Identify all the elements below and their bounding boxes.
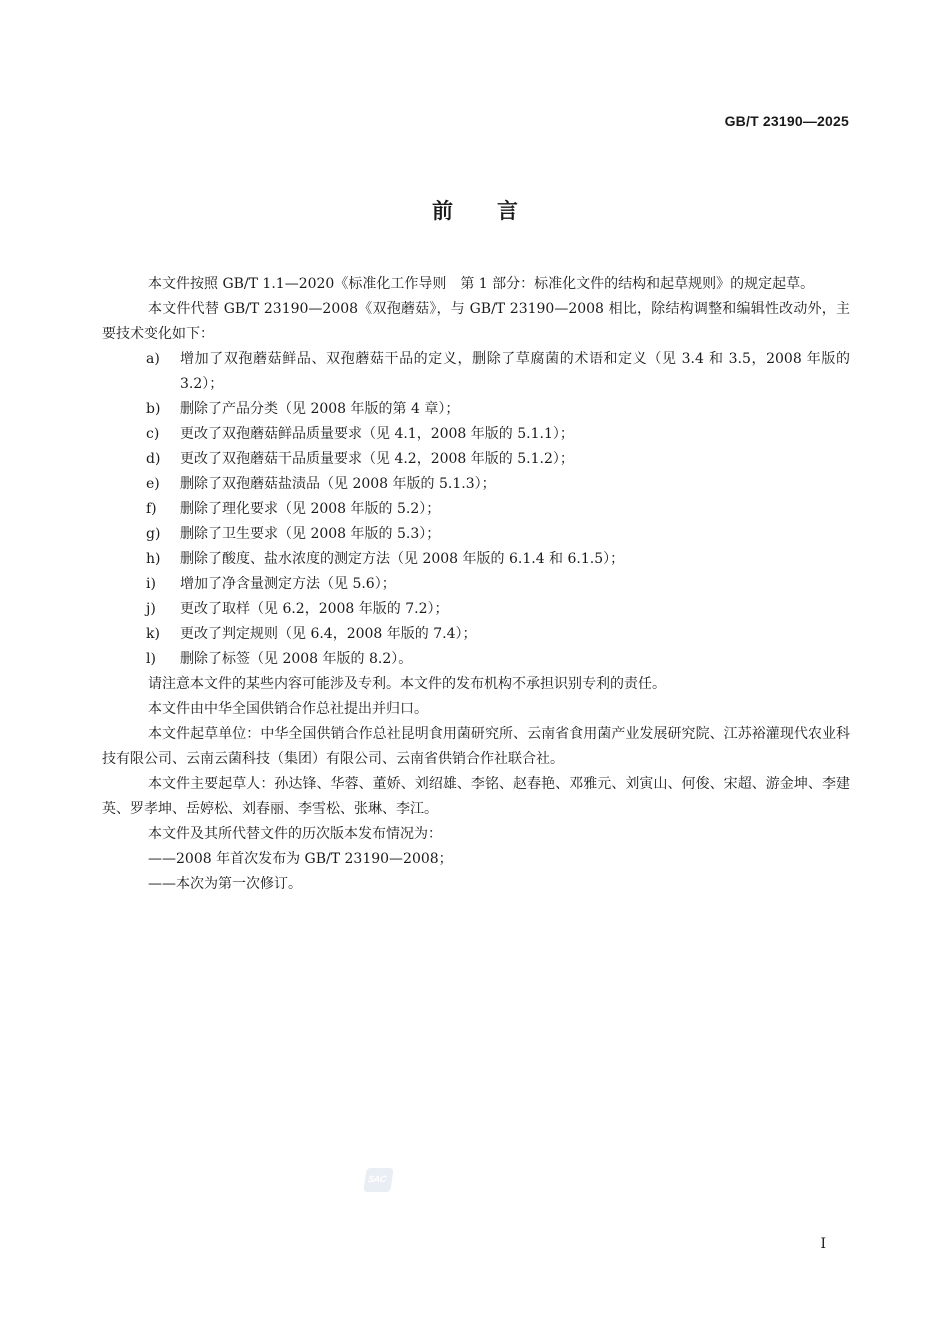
list-item-text: 增加了双孢蘑菇鲜品、双孢蘑菇干品的定义，删除了草腐菌的术语和定义（见 3.4 和 3.5，2008 年版的 3.2）；	[180, 351, 850, 392]
drafting-units-paragraph: 本文件起草单位：中华全国供销合作总社昆明食用菌研究所、云南省食用菌产业发展研究院、江苏裕灌现代农业科技有限公司、云南云菌科技（集团）有限公司、云南省供销合作社联合社。	[102, 726, 850, 767]
list-item	[102, 622, 850, 647]
list-item-text: 更改了判定规则（见 6.4，2008 年版的 7.4）；	[180, 626, 477, 642]
intro-paragraph-2: 本文件代替 GB/T 23190—2008《双孢蘑菇》，与 GB/T 23190—2008 相比，除结构调整和编辑性改动外，主要技术变化如下：	[102, 301, 850, 342]
list-item	[102, 447, 850, 472]
list-item	[102, 597, 850, 622]
list-item	[102, 422, 850, 447]
drafters-paragraph: 本文件主要起草人：孙达锋、华蓉、董娇、刘绍雄、李铭、赵春艳、邓雅元、刘寅山、何俊、宋超、游金坤、李建英、罗孝坤、岳婷松、刘春丽、李雪松、张琳、李江。	[102, 776, 850, 817]
list-item-label: j)	[146, 601, 156, 617]
list-item-label: k)	[146, 626, 160, 642]
history-item: ——2008 年首次发布为 GB/T 23190—2008；	[148, 851, 453, 867]
list-item-text: 更改了取样（见 6.2，2008 年版的 7.2）；	[180, 601, 449, 617]
list-item-text: 更改了双孢蘑菇干品质量要求（见 4.2，2008 年版的 5.1.2）；	[180, 451, 574, 467]
list-item-label: i)	[146, 576, 156, 592]
page-number: I	[820, 1236, 826, 1252]
list-item-label: c)	[146, 426, 160, 442]
list-item-label: e)	[146, 476, 160, 492]
list-item-text: 更改了双孢蘑菇鲜品质量要求（见 4.1，2008 年版的 5.1.1）；	[180, 426, 574, 442]
list-item	[102, 647, 850, 672]
list-item-label: d)	[146, 451, 161, 467]
list-item-text: 删除了产品分类（见 2008 年版的第 4 章）；	[180, 401, 460, 417]
history-intro: 本文件及其所代替文件的历次版本发布情况为：	[148, 826, 442, 842]
list-item-text: 删除了理化要求（见 2008 年版的 5.2）；	[180, 501, 441, 517]
list-item-text: 增加了净含量测定方法（见 5.6）；	[180, 576, 396, 592]
list-item-label: b)	[146, 401, 161, 417]
list-item	[102, 397, 850, 422]
list-item-label: f)	[146, 501, 157, 517]
patent-notice: 请注意本文件的某些内容可能涉及专利。本文件的发布机构不承担识别专利的责任。	[148, 676, 666, 692]
list-item	[102, 347, 850, 397]
list-item-text: 删除了标签（见 2008 年版的 8.2）。	[180, 651, 413, 667]
list-item-label: g)	[146, 526, 161, 542]
list-item-label: h)	[146, 551, 161, 567]
list-item	[102, 572, 850, 597]
standard-code: GB/T 23190—2025	[724, 113, 849, 129]
list-item	[102, 497, 850, 522]
sac-watermark-logo: SAC	[363, 1168, 393, 1192]
list-item	[102, 547, 850, 572]
list-item-label: a)	[146, 351, 160, 367]
list-item-text: 删除了卫生要求（见 2008 年版的 5.3）；	[180, 526, 441, 542]
changes-list	[102, 347, 850, 672]
history-item: ——本次为第一次修订。	[148, 876, 302, 892]
list-item	[102, 522, 850, 547]
list-item	[102, 472, 850, 497]
proposer-paragraph: 本文件由中华全国供销合作总社提出并归口。	[148, 701, 428, 717]
list-item-text: 删除了酸度、盐水浓度的测定方法（见 2008 年版的 6.1.4 和 6.1.5）；	[180, 551, 625, 567]
page-title: 前言	[432, 199, 562, 223]
list-item-text: 删除了双孢蘑菇盐渍品（见 2008 年版的 5.1.3）；	[180, 476, 496, 492]
document-body	[102, 272, 850, 897]
intro-paragraph-1: 本文件按照 GB/T 1.1—2020《标准化工作导则 第 1 部分：标准化文件的结构和起草规则》的规定起草。	[148, 276, 815, 292]
list-item-label: l)	[146, 651, 156, 667]
